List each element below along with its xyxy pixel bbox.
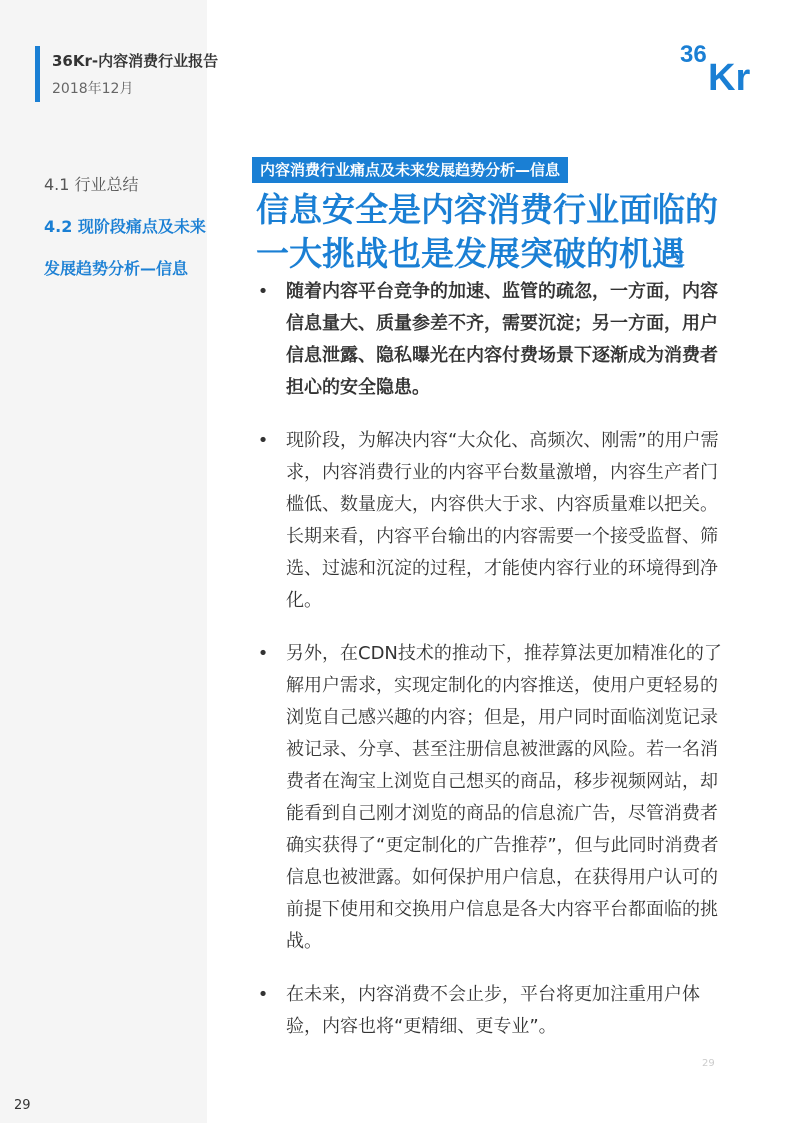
bullet-item: [256, 276, 726, 404]
bullet-dot-icon: •: [257, 984, 269, 1005]
36kr-logo: [678, 38, 770, 96]
sidebar-item-pain-points-cont[interactable]: 发展趋势分析—信息: [44, 259, 189, 278]
header-accent-bar: [35, 46, 40, 102]
bullet-dot-icon: •: [257, 643, 269, 664]
bullet-list: [256, 276, 726, 1064]
report-date: 2018年12月: [52, 81, 134, 97]
bullet-text: 在未来，内容消费不会止步，平台将更加注重用户体验，内容也将“更精细、更专业”。: [286, 984, 700, 1037]
bullet-item: [256, 979, 726, 1043]
watermark-page-number: 29: [702, 1058, 715, 1069]
sidebar-item-industry-summary[interactable]: 4.1 行业总结: [44, 175, 139, 194]
bullet-text: 随着内容平台竞争的加速、监管的疏忽，一方面，内容信息量大、质量参差不齐，需要沉淀；另一方面，用户信息泄露、隐私曝光在内容付费场景下逐渐成为消费者担心的安全隐患。: [286, 281, 718, 398]
bullet-text: 另外，在CDN技术的推动下，推荐算法更加精准化的了解用户需求，实现定制化的内容推送，使用户更轻易的浏览自己感兴趣的内容；但是，用户同时面临浏览记录被记录、分享、甚至注册信息被泄露的风险。若一名消费者在淘宝上浏览自己想买的商品，移步视频网站，却能看到自己刚才浏览的商品的信息流广告，尽管消费者确实获得了“更定制化的广告推荐”，但与此同时消费者信息也被泄露。如何保护用户信息，在获得用户认可的前提下使用和交换用户信息是各大内容平台都面临的挑战。: [286, 643, 722, 952]
report-title: 36Kr-内容消费行业报告: [52, 52, 219, 70]
bullet-dot-icon: •: [257, 281, 269, 302]
bullet-text: 现阶段，为解决内容“大众化、高频次、刚需”的用户需求，内容消费行业的内容平台数量激增，内容生产者门槛低、数量庞大，内容供大于求、内容质量难以把关。长期来看，内容平台输出的内容需要一个接受监督、筛选、过滤和沉淀的过程，才能使内容行业的环境得到净化。: [286, 430, 719, 611]
section-tag: 内容消费行业痛点及未来发展趋势分析—信息: [252, 157, 568, 183]
sidebar-background: [0, 0, 207, 1123]
logo-text-kr: Kr: [708, 57, 751, 96]
sidebar-item-pain-points[interactable]: 4.2 现阶段痛点及未来: [44, 217, 206, 236]
page-number: 29: [14, 1098, 31, 1113]
bullet-item: [256, 425, 726, 617]
page-headline: 信息安全是内容消费行业面临的一大挑战也是发展突破的机遇: [256, 190, 718, 273]
bullet-item: [256, 638, 726, 958]
bullet-dot-icon: •: [257, 430, 269, 451]
logo-text-36: 36: [680, 41, 707, 68]
